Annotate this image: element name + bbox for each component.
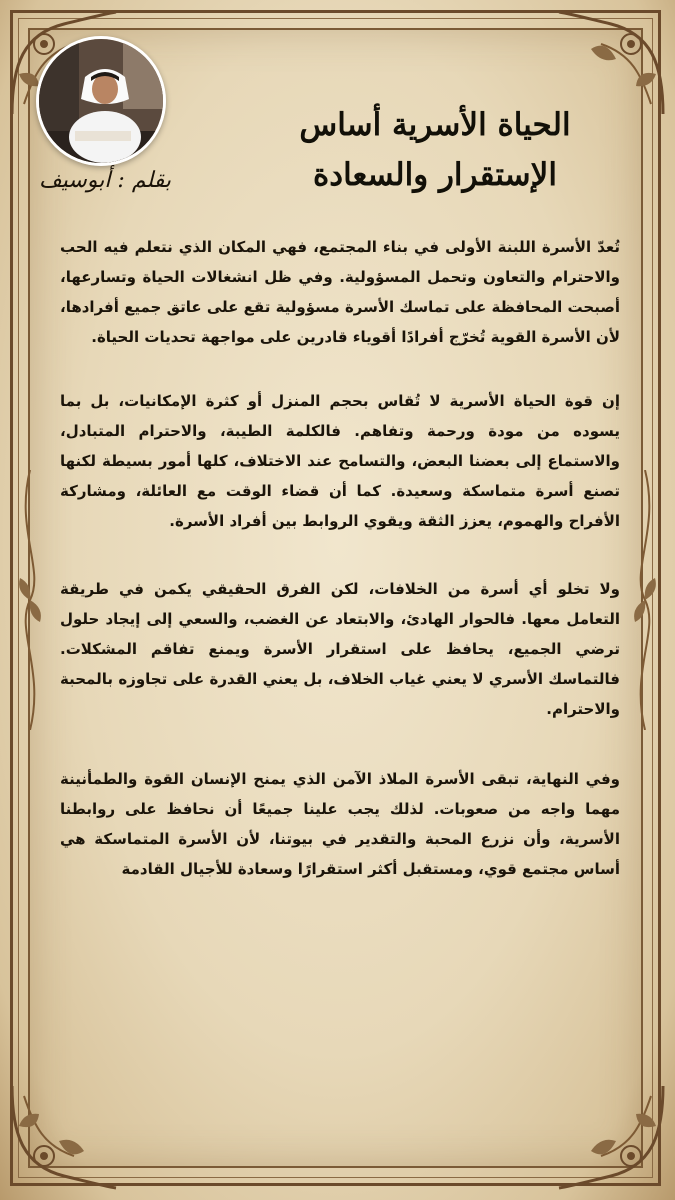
side-ornament-icon [625,470,665,730]
side-ornament-icon [10,470,50,730]
paragraph: إن قوة الحياة الأسرية لا تُقاس بحجم المنزل أو كثرة الإمكانيات، بل بما يسوده من مودة ورحمة وتفاهم. فالكلمة الطيبة، والاحترام المتبادل، والاستماع إلى بعضنا البعض، والتسامح عند الاختلاف، كلها أمور بسيطة لكنها تصنع أسرة متماسكة وسعيدة. كما أن قضاء الوقت مع العائلة، ومشاركة الأفراح والهموم، يعزز الثقة ويقوي الروابط بين أفراد الأسرة. [60,392,620,530]
title-line-1: الحياة الأسرية أساس [299,107,571,143]
paragraph: تُعدّ الأسرة اللبنة الأولى في بناء المجتمع، فهي المكان الذي نتعلم فيه الحب والاحترام والتعاون وتحمل المسؤولية. وفي ظل انشغالات الحياة وتسارعها، أصبحت المحافظة على تماسك الأسرة مسؤولية تقع على عاتق جميع أفرادها، لأن الأسرة القوية تُخرّج أفرادًا أقوياء قادرين على مواجهة تحديات الحياة. [60,238,620,346]
page-title [270,100,600,200]
author-byline: بقلم : أبوسيف [38,168,172,193]
corner-ornament-icon [551,1076,671,1196]
paragraph: وفي النهاية، تبقى الأسرة الملاذ الآمن الذي يمنح الإنسان القوة والطمأنينة مهما واجه من صعوبات. لذلك يجب علينا جميعًا أن نحافظ على روابطنا الأسرية، وأن نزرع المحبة والتقدير في بيوتنا، لأن الأسرة المتماسكة هي أساس مجتمع قوي، ومستقبل أكثر استقرارًا وسعادة للأجيال القادمة [60,770,620,878]
title-line-2: الإستقرار والسعادة [313,157,557,193]
paragraph: ولا تخلو أي أسرة من الخلافات، لكن الفرق الحقيقي يكمن في طريقة التعامل معها. فالحوار الهادئ، والابتعاد عن الغضب، والسعي إلى إيجاد حلول ترضي الجميع، يحافظ على استقرار الأسرة ويمنع تفاقم المشكلات. فالتماسك الأسري لا يعني غياب الخلاف، بل يعني القدرة على تجاوزه بالمحبة والاحترام. [60,580,620,718]
corner-ornament-icon [4,1076,124,1196]
article-body [60,232,620,918]
author-avatar [36,36,166,166]
